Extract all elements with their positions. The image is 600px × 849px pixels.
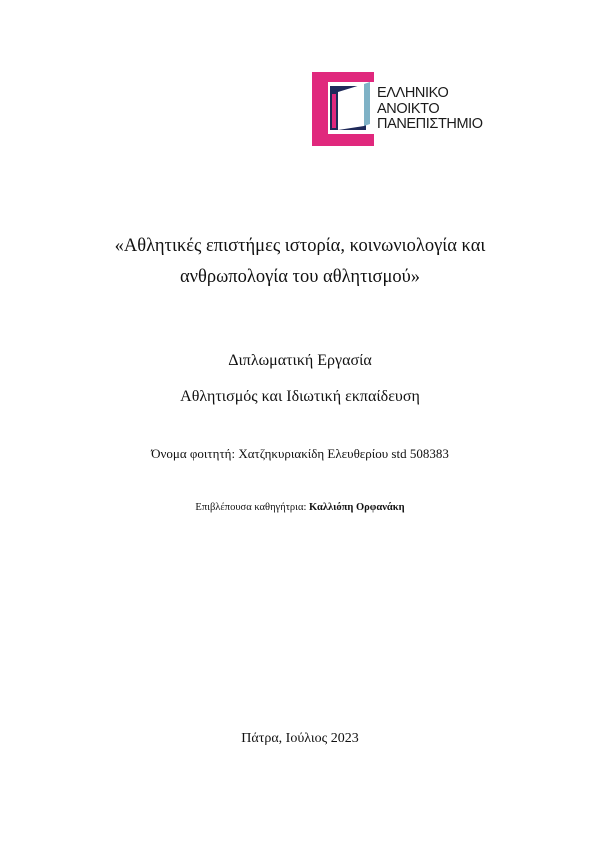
thesis-type: Διπλωματική Εργασία [228, 352, 372, 369]
place-date: Πάτρα, Ιούλιος 2023 [241, 731, 359, 746]
logo-line-3: ΠΑΝΕΠΙΣΤΗΜΙΟ [377, 116, 483, 132]
thesis-topic: Αθλητισμός και Ιδιωτική εκπαίδευση [180, 388, 420, 405]
logo-line-2: ΑΝΟΙΚΤΟ [377, 100, 440, 117]
thesis-title-line-1: «Αθλητικές επιστήμες ιστορία, κοινωνιολογία και [114, 236, 486, 256]
university-logo [312, 72, 502, 146]
supervisor-line [40, 502, 560, 513]
supervisor-name: Καλλιόπη Ορφανάκη [309, 502, 405, 513]
student-name-line: Όνομα φοιτητή: Χατζηκυριακίδη Ελευθερίου std 508383 [151, 446, 449, 461]
logo-line-1: ΕΛΛΗΝΙΚΟ [377, 85, 449, 101]
thesis-title-line-2: ανθρωπολογία του αθλητισμού» [179, 267, 421, 287]
supervisor-label: Επιβλέπουσα καθηγήτρια: [195, 502, 307, 513]
eap-logo-icon [312, 72, 374, 146]
logo-text [377, 86, 483, 133]
thesis-title [40, 231, 560, 293]
